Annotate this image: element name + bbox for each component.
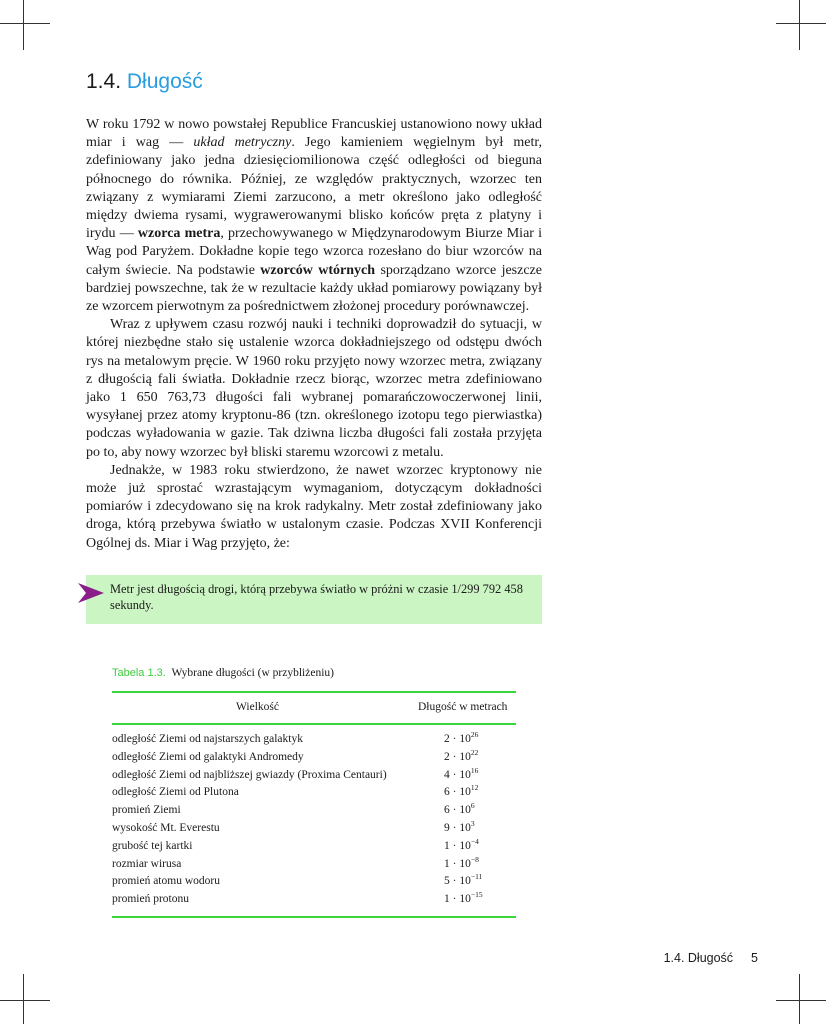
- body-text: [86, 116, 542, 553]
- table-row: [112, 856, 516, 874]
- table-label: Tabela 1.3.: [112, 667, 166, 679]
- row-quantity: rozmiar wirusa: [112, 857, 182, 870]
- bold-term: wzorca metra: [137, 226, 221, 242]
- section-number: 1.4.: [86, 70, 122, 93]
- length-exponent: 16: [470, 765, 479, 775]
- crop-mark: [0, 23, 50, 24]
- length-mantissa: 1 · 10: [444, 839, 471, 852]
- row-quantity: odległość Ziemi od galaktyki Andromedy: [112, 750, 304, 763]
- crop-mark: [776, 1000, 826, 1001]
- row-length: [444, 731, 478, 749]
- length-exponent: −15: [470, 890, 483, 900]
- length-mantissa: 5 · 10: [444, 875, 471, 888]
- table-caption: [112, 667, 334, 679]
- length-exponent: 22: [470, 747, 479, 757]
- row-length: [444, 767, 478, 785]
- bold-term: wzorców wtórnych: [260, 262, 376, 278]
- length-exponent: −11: [470, 872, 483, 882]
- crop-mark: [776, 23, 826, 24]
- table-row: [112, 838, 516, 856]
- length-mantissa: 1 · 10: [444, 857, 471, 870]
- table-bottom-rule: [112, 916, 516, 918]
- table-caption-text: Wybrane długości (w przybliżeniu): [171, 667, 334, 679]
- length-exponent: 6: [470, 801, 475, 811]
- definition-text: Metr jest długością drogi, którą przebywa światło w próżni w czasie 1/299 792 458 sekundy.: [110, 582, 523, 612]
- length-exponent: −8: [470, 854, 479, 864]
- row-quantity: grubość tej kartki: [112, 839, 193, 852]
- row-length: [444, 838, 479, 856]
- table-row: [112, 873, 516, 891]
- row-quantity: odległość Ziemi od najstarszych galaktyk: [112, 733, 303, 745]
- length-exponent: −4: [470, 836, 479, 846]
- paragraph: Jednakże, w 1983 roku stwierdzono, że nawet wzorzec kryptonowy nie może już sprostać wzrastającym wymaganiom, dotyczącym dokładności pomiarów i zdecydowano się na krok radykalny. Metr został zdefiniowany jako droga, którą przebywa światło w ustalonym czasie. Podczas XVII Konferencji Ogólnej ds. Miar i Wag przyjęto, że:: [86, 462, 542, 551]
- crop-mark: [0, 1000, 50, 1001]
- row-quantity: wysokość Mt. Everestu: [112, 821, 220, 834]
- table-row: [112, 767, 516, 785]
- paragraph-text: sporządzano wzorce jeszcze bardziej powszechne, tak że w rezultacie każdy układ pomiarowy powiązany był ze wzorcem pierwotnym za pośrednictwem złożonej procedury porównawczej.: [86, 262, 542, 315]
- table-row: [112, 731, 516, 749]
- table-row: [112, 802, 516, 820]
- table-row: [112, 784, 516, 802]
- length-exponent: 26: [470, 730, 479, 739]
- row-quantity: odległość Ziemi od Plutona: [112, 786, 239, 799]
- length-mantissa: 6 · 10: [444, 786, 471, 799]
- footer-section: 1.4. Długość: [663, 951, 734, 965]
- row-length: [444, 749, 478, 767]
- emphasis-term: układ metryczny: [193, 135, 292, 151]
- crop-mark: [799, 0, 800, 50]
- arrow-right-icon: [78, 583, 104, 603]
- length-mantissa: 9 · 10: [444, 821, 471, 834]
- length-mantissa: 6 · 10: [444, 804, 471, 817]
- table-row: [112, 820, 516, 838]
- crop-mark: [799, 974, 800, 1024]
- row-length: [444, 891, 483, 909]
- length-mantissa: 2 · 10: [444, 733, 471, 745]
- row-length: [444, 802, 475, 820]
- page-number: 5: [751, 951, 758, 965]
- length-mantissa: 2 · 10: [444, 750, 471, 763]
- row-length: [444, 820, 475, 838]
- table-top-rule: [112, 691, 516, 693]
- table-row: [112, 891, 516, 909]
- crop-mark: [23, 974, 24, 1024]
- row-length: [444, 784, 478, 802]
- paragraph-text: W roku 1792 w nowo powstałej Republice Francuskiej ustanowiono nowy układ miar i wag —: [86, 117, 542, 151]
- page-footer: [664, 951, 758, 965]
- table-body: [112, 731, 516, 909]
- column-header-length: Długość w metrach: [418, 701, 508, 713]
- paragraph: Wraz z upływem czasu rozwój nauki i techniki doprowadził do sytuacji, w której niezbędne stało się ustalenie wzorca dokładniejszego od odstępu dwóch rys na metalowym pręcie. W 1960 roku przyjęto nowy wzorzec metra, związany z długością fali światła. Dokładnie rzecz biorąc, wzorzec metra zdefiniowano jako 1 650 763,73 długości fali wybranej pomarańczowoczerwonej linii, wysyłanej przez atomy kryptonu-86 (tzn. określonego izotopu tego pierwiastka) podczas wyładowania w gazie. Tak dziwna liczba długości fali została przyjęta po to, aby nowy wzorzec był bliski staremu wzorcowi z metalu.: [86, 317, 542, 460]
- paragraph-text: , przechowywanego w Międzynarodowym Biurze Miar i Wag pod Paryżem. Dokładne kopie tego wzorca rozesłano do biur wzorców na całym świecie. Na podstawie: [86, 226, 542, 278]
- section-title: Długość: [126, 70, 203, 93]
- section-heading: [86, 70, 203, 94]
- length-mantissa: 1 · 10: [444, 893, 471, 906]
- length-mantissa: 4 · 10: [444, 768, 471, 781]
- row-quantity: promień Ziemi: [112, 804, 181, 817]
- definition-box: [86, 575, 542, 624]
- paragraph: [86, 116, 542, 316]
- crop-mark: [23, 0, 24, 50]
- row-length: [444, 873, 482, 891]
- row-length: [444, 856, 479, 874]
- paragraph-text: . Jego kamieniem węgielnym był metr, zdefiniowany jako jedna dziesięciomilionowa część odległości od bieguna północnego do równika. Później, ze względów praktycznych, wzorzec ten związany z wymiarami Ziemi zarzucono, a metr określono jako odległość między dwiema rysami, wygrawerowanymi blisko końców pręta z platyny i irydu —: [86, 135, 542, 242]
- table-header-rule: [112, 723, 516, 725]
- length-exponent: 12: [470, 783, 479, 793]
- row-quantity: promień protonu: [112, 893, 189, 906]
- length-exponent: 3: [470, 818, 475, 828]
- row-quantity: odległość Ziemi od najbliższej gwiazdy (Proxima Centauri): [112, 768, 387, 781]
- table-row: [112, 749, 516, 767]
- row-quantity: promień atomu wodoru: [112, 875, 220, 888]
- column-header-name: Wielkość: [236, 701, 279, 713]
